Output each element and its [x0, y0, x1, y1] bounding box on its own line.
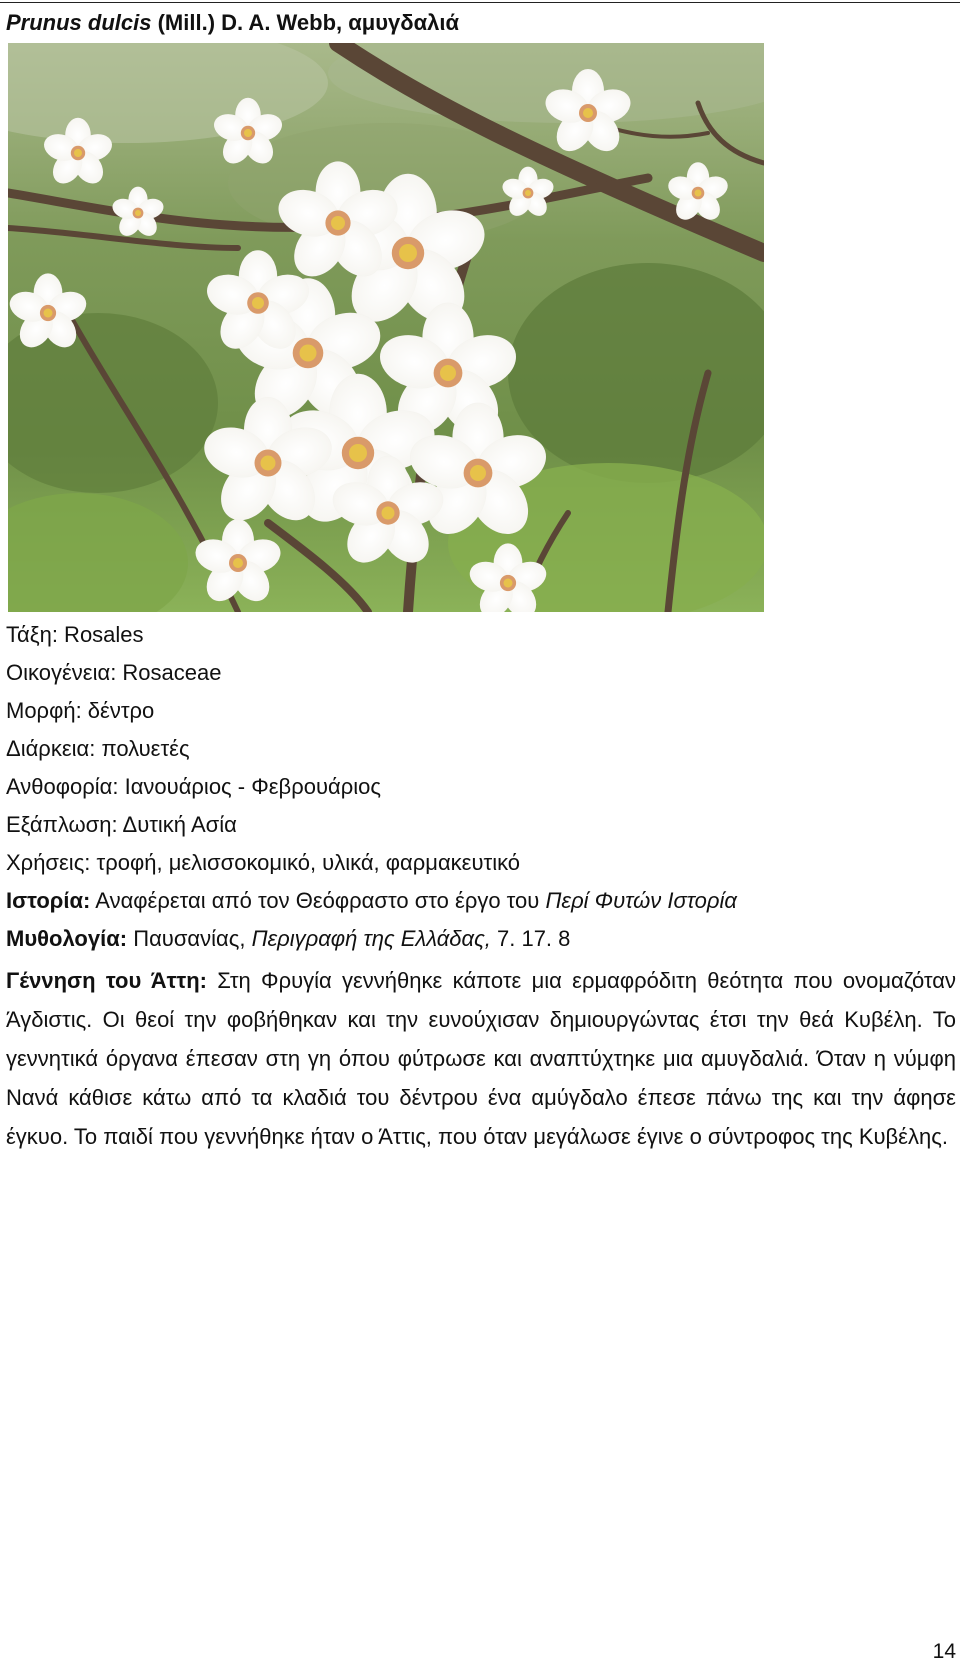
- species-info: [6, 616, 956, 958]
- mythology-label: Μυθολογία:: [6, 926, 128, 951]
- story-text: Στη Φρυγία γεννήθηκε κάποτε μια ερμαφρόδιτη θεότητα που ονομαζόταν Άγδιστις. Οι θεοί την φοβήθηκαν και την ευνούχισαν δημιουργώντας έτσι την θεά Κυβέλη. Το γεννητικά όργανα έπεσαν στη γη όπου φύτρωσε και αναπτύχτηκε μια αμυγδαλιά. Όταν η νύμφη Νανά κάθισε κάτω από τα κλαδιά του δέντρου ένα αμύγδαλο έπεσε πάνω της και την άφησε έγκυο. Το παιδί που γεννήθηκε ήταν ο Άττις, που όταν μεγάλωσε έγινε ο σύντροφος της Κυβέλης.: [6, 968, 956, 1149]
- top-rule: [0, 2, 960, 3]
- mythology-ref: 7. 17. 8: [490, 926, 571, 951]
- info-flowering: Ανθοφορία: Ιανουάριος - Φεβρουάριος: [6, 774, 381, 799]
- title-author-common-name: (Mill.) D. A. Webb, αμυγδαλιά: [151, 10, 460, 35]
- info-duration: Διάρκεια: πολυετές: [6, 736, 190, 761]
- info-family: Οικογένεια: Rosaceae: [6, 660, 222, 685]
- info-mythology: [6, 920, 956, 958]
- history-work: Περί Φυτών Ιστορία: [545, 888, 737, 913]
- info-uses: Χρήσεις: τροφή, μελισσοκομικό, υλικά, φαρμακευτικό: [6, 850, 521, 875]
- mythology-work: Περιγραφή της Ελλάδας,: [251, 926, 491, 951]
- page-number: 14: [932, 1640, 956, 1663]
- info-distribution: Εξάπλωση: Δυτική Ασία: [6, 812, 237, 837]
- story-label: Γέννηση του Άττη:: [6, 968, 208, 993]
- info-order: Τάξη: Rosales: [6, 622, 144, 647]
- mythology-author: Παυσανίας,: [127, 926, 252, 951]
- page-title: [6, 8, 459, 38]
- history-label: Ιστορία:: [6, 888, 91, 913]
- scientific-name: Prunus dulcis: [6, 10, 152, 35]
- history-text: Αναφέρεται από τον Θεόφραστο στο έργο του: [90, 888, 546, 913]
- almond-blossom-photo: [8, 43, 764, 612]
- myth-story-paragraph: [6, 961, 956, 1156]
- info-form: Μορφή: δέντρο: [6, 698, 155, 723]
- info-history: [6, 882, 956, 920]
